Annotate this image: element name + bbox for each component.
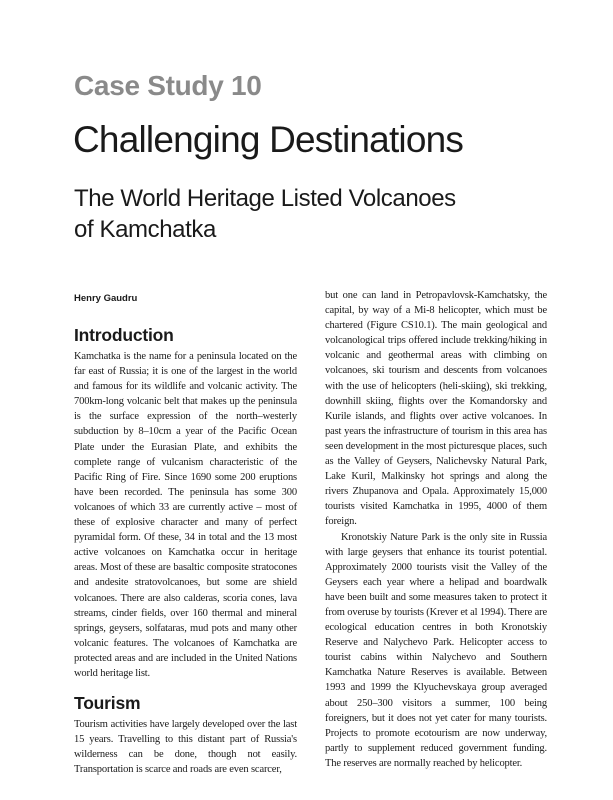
tourism-paragraph-continued: but one can land in Petropavlovsk-Kamchatsky, the capital, by way of a Mi-8 helicopter, which must be chartered (Figure CS10.1). The main geological and volcanological trips offered include trekking/hiking in volcanic and geothermal areas with climbing on volcanoes, ski tourism and descents from volcanoes with the use of helicopters (heli-skiing), ski trekking, downhill skiing, flights over the Komandorsky and Kurile islands, and flights over active volcanoes. In past years the infrastructure of tourism in this area has seen development in the most picturesque places, such as the Valley of Geysers, Nalichevsky Natural Park, Lake Kuril, Malkinsky hot springs and along the rivers Zhupanova and Opala. Approximately 15,000 tourists visited Kamchatka in 1995, 4000 of them foreign. — [325, 290, 547, 528]
right-column — [325, 288, 547, 771]
introduction-heading: Introduction — [74, 325, 174, 345]
introduction-paragraph: Kamchatka is the name for a peninsula located on the far east of Russia; it is one of the largest in the world and famous for its wildlife and volcanic activity. The 700km-long volcanic belt that makes up the peninsula is the surface expression of the north–westerly subduction by 8–10cm a year of the Pacific Ocean Plate under the Eurasian Plate, and exhibits the complete range of vulcanism characteristic of the Pacific Ring of Fire. Since 1690 some 200 eruptions have been recorded. The peninsula has some 300 volcanoes of which 33 are currently active – most of these of explosive character and many of perfect pyramidal form. Of these, 34 in total and the 13 most active volcanoes on Kamchatka occur in heritage areas. Most of these are basaltic composite stratocones and andesite stratovolcanoes, but some are shield volcanoes. There are also calderas, scoria cones, lava streams, cinder fields, over 160 thermal and mineral springs, geysers, solfataras, mud pots and many other volcanic features. The volcanoes of Kamchatka are protected areas and are included in the United Nations world heritage list. — [74, 351, 297, 679]
page-title: Challenging Destinations — [73, 119, 464, 160]
tourism-paragraph: Tourism activities have largely developed over the last 15 years. Travelling to this distant part of Russia's wilderness can be done, though not easily. Transportation is scarce and roads are even scarcer, — [74, 719, 297, 776]
left-column — [74, 288, 297, 777]
kronotskiy-paragraph: Kronotskiy Nature Park is the only site in Russia with large geysers that enhance its tourist potential. Approximately 2000 tourists visit the Valley of the Geysers each year where a helipad and boardwalk have been built and some measures taken to protect it from overuse by tourists (Krever et al 1994). There are ecological education centres in both Kronotskiy Reserve and Nalychevo Park. Helicopter access to tourist cabins within Nalychevo and Southern Kamchatka Nature Reserves is available. Between 1993 and 1999 the Klyuchevskaya group averaged about 250–300 visitors a summer, 100 being foreigners, but it does not yet cater for many tourists. Projects to promote ecotourism are now underway, partly to supplement reduced government funding. The reserves are normally reached by helicopter. — [325, 531, 547, 769]
case-study-label: Case Study 10 — [74, 70, 262, 101]
author-name: Henry Gaudru — [74, 293, 138, 304]
tourism-heading: Tourism — [74, 693, 141, 714]
page-subtitle: The World Heritage Listed Volcanoes of Kamchatka — [74, 185, 456, 243]
